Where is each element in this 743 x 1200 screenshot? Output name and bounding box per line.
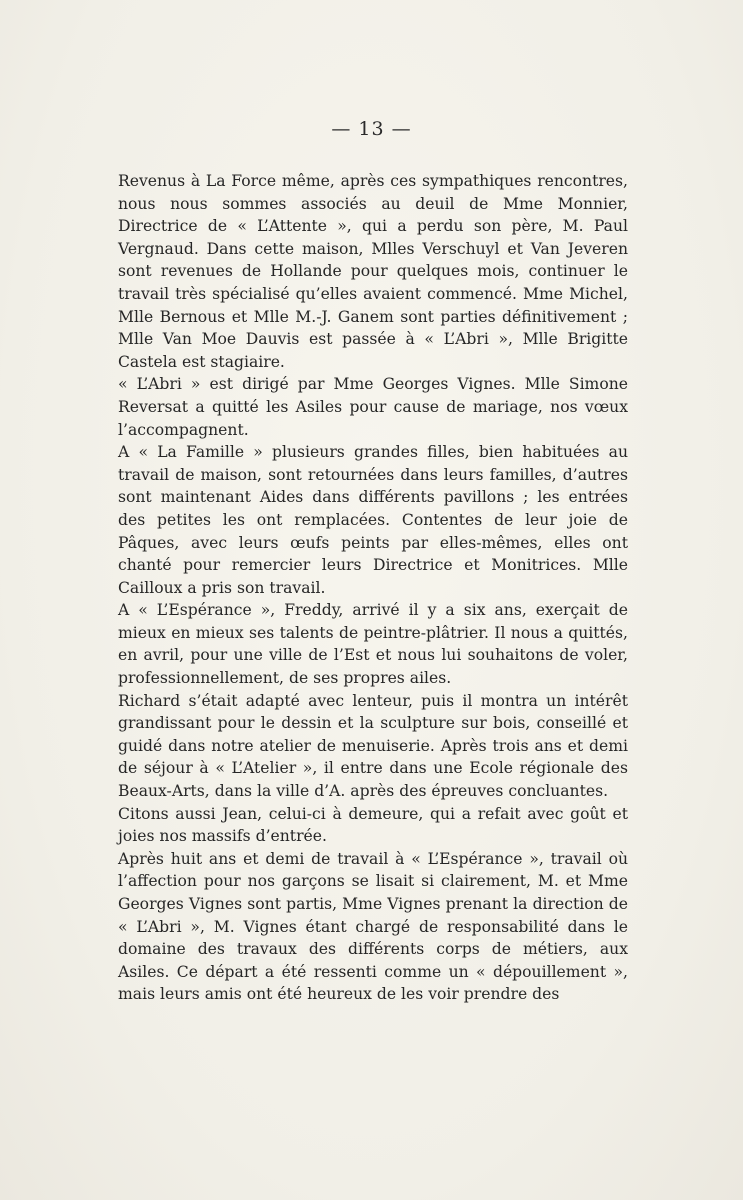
paragraph-2: « L’Abri » est dirigé par Mme Georges Vignes. Mlle Simone Reversat a quitté les Asiles pour cause de mariage, nos vœux l’accompagnent. [118,375,628,439]
paragraph-1: Revenus à La Force même, après ces sympathiques rencontres, nous nous sommes associés au deuil de Mme Monnier, Directrice de « L’Attente », qui a perdu son père, M. Paul Vergnaud. Dans cette maison, Mlles Verschuyl et Van Jeveren sont revenues de Hollande pour quelques mois, continuer le travail très spécialisé qu’elles avaient commencé. Mme Michel, Mlle Bernous et Mlle M.-J. Ganem sont parties définitivement ; Mlle Van Moe Dauvis est passée à « L’Abri », Mlle Brigitte Castela est stagiaire. [118,172,628,371]
paragraph-6: Citons aussi Jean, celui-ci à demeure, qui a refait avec goût et joies nos massifs d’entrée. [118,804,628,846]
paragraph-3: A « La Famille » plusieurs grandes filles, bien habituées au travail de maison, sont retournées dans leurs familles, d’autres sont maintenant Aides dans différents pavillons ; les entrées des petites les ont remplacées. Contentes de leur joie de Pâques, avec leurs œufs peints par elles-mêmes, elles ont chanté pour remercier leurs Directrice et Monitrices. Mlle Cailloux a pris son travail. [118,443,628,597]
paragraph-4: A « L’Espérance », Freddy, arrivé il y a six ans, exerçait de mieux en mieux ses talents de peintre-plâtrier. Il nous a quittés, en avril, pour une ville de l’Est et nous lui souhaitons de voler, professionnellement, de ses propres ailes. [118,601,628,688]
paragraph-5: Richard s’était adapté avec lenteur, puis il montra un intérêt grandissant pour le dessin et la sculpture sur bois, conseillé et guidé dans notre atelier de menuiserie. Après trois ans et demi de séjour à « L’Atelier », il entre dans une Ecole régionale des Beaux-Arts, dans la ville d’A. après des épreuves concluantes. [118,691,628,801]
page-number: — 13 — [331,118,412,140]
body-text [118,170,628,1006]
paragraph-7: Après huit ans et demi de travail à « L’Espérance », travail où l’affection pour nos garçons se lisait si clairement, M. et Mme Georges Vignes sont partis, Mme Vignes prenant la direction de « L’Abri », M. Vignes étant chargé de responsabilité dans le domaine des travaux des différents corps de métiers, aux Asiles. Ce départ a été ressenti comme un « dépouillement », mais leurs amis ont été heureux de les voir prendre des [118,849,628,1004]
